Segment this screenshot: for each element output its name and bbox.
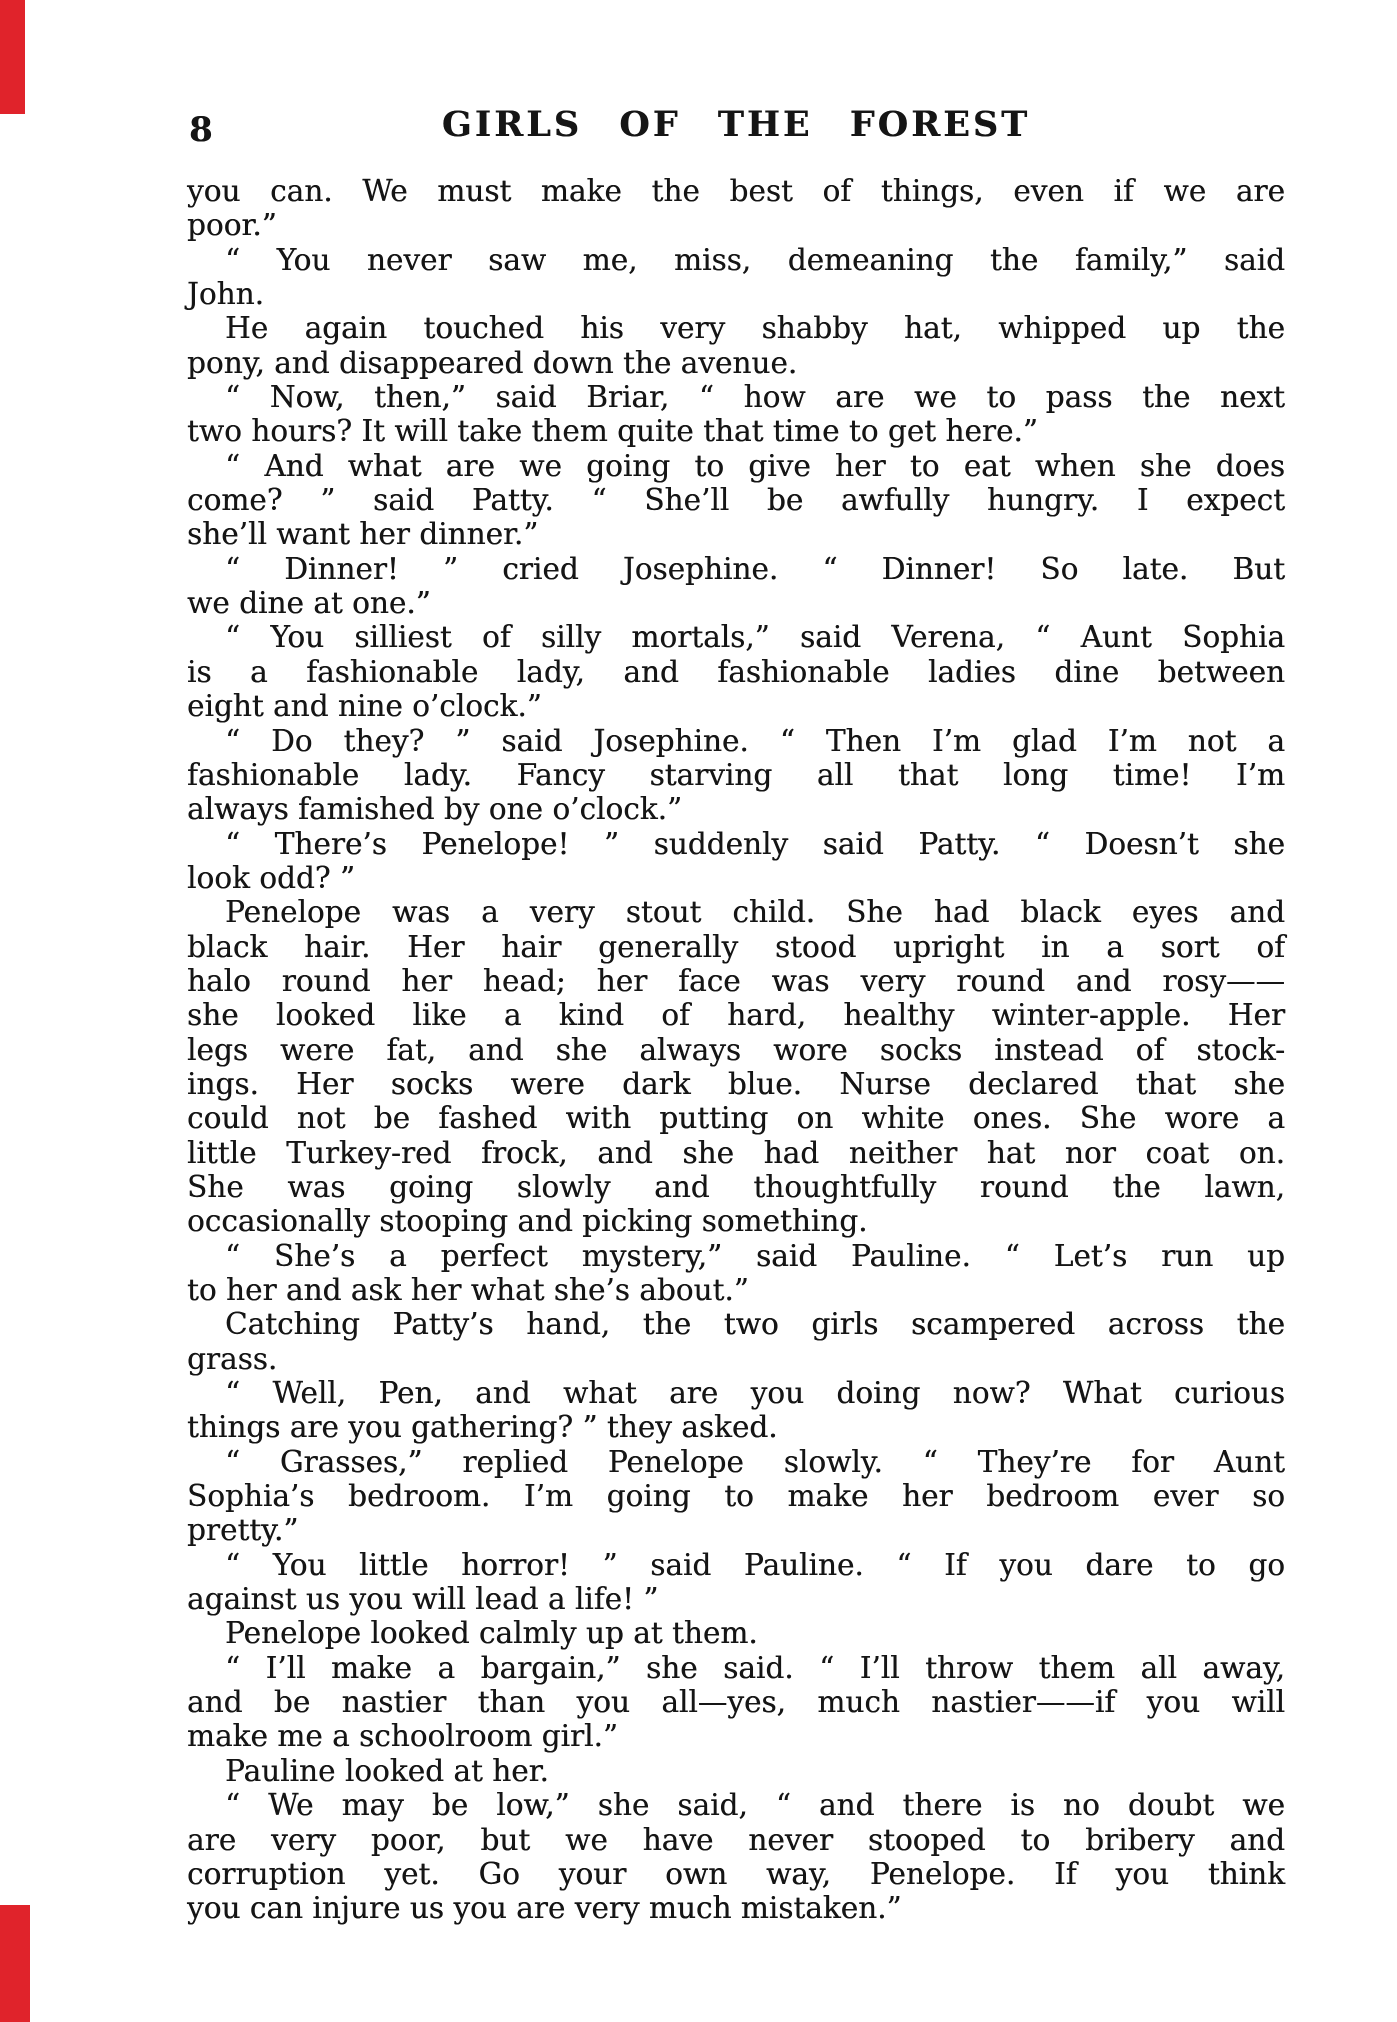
- text-line: Penelope was a very stout child. She had black eyes and: [225, 895, 1285, 930]
- text-line: look odd? ”: [187, 860, 356, 895]
- page-text: [187, 174, 1285, 1926]
- text-line: always famished by one o’clock.”: [187, 792, 683, 827]
- text-line: “ You never saw me, miss, demeaning the family,” said: [225, 242, 1285, 277]
- text-line: Penelope looked calmly up at them.: [225, 1616, 758, 1651]
- text-line: could not be fashed with putting on white ones. She wore a: [187, 1101, 1285, 1136]
- text-line: grass.: [187, 1341, 278, 1376]
- text-line: are very poor, but we have never stooped to bribery and: [187, 1822, 1285, 1857]
- text-line: against us you will lead a life! ”: [187, 1582, 659, 1617]
- text-line: “ Grasses,” replied Penelope slowly. “ They’re for Aunt: [225, 1444, 1285, 1479]
- text-line: she’ll want her dinner.”: [187, 517, 539, 552]
- text-line: “ And what are we going to give her to eat when she does: [225, 448, 1285, 483]
- text-line: black hair. Her hair generally stood upright in a sort of: [187, 929, 1285, 964]
- text-line: come? ” said Patty. “ She’ll be awfully hungry. I expect: [187, 483, 1285, 518]
- text-line: ings. Her socks were dark blue. Nurse declared that she: [187, 1066, 1285, 1101]
- text-line: pretty.”: [187, 1513, 299, 1548]
- text-line: Pauline looked at her.: [225, 1753, 549, 1788]
- text-line: and be nastier than you all—yes, much nastier——if you will: [187, 1685, 1285, 1720]
- text-line: fashionable lady. Fancy starving all that long time! I’m: [187, 757, 1285, 792]
- text-line: “ Well, Pen, and what are you doing now? What curious: [225, 1376, 1285, 1411]
- text-line: “ You little horror! ” said Pauline. “ If you dare to go: [225, 1547, 1285, 1582]
- text-line: pony, and disappeared down the avenue.: [187, 345, 798, 380]
- text-line: you can. We must make the best of things, even if we are: [187, 174, 1285, 208]
- text-line: to her and ask her what she’s about.”: [187, 1273, 749, 1307]
- text-line: occasionally stooping and picking something.: [187, 1204, 868, 1239]
- text-line: little Turkey-red frock, and she had neither hat nor coat on.: [187, 1135, 1285, 1170]
- text-line: things are you gathering? ” they asked.: [187, 1410, 778, 1445]
- text-line: is a fashionable lady, and fashionable ladies dine between: [187, 654, 1285, 689]
- running-title: GIRLS OF THE FOREST: [441, 104, 1031, 145]
- text-line: legs were fat, and she always wore socks instead of stock-: [187, 1032, 1285, 1067]
- running-header: [187, 104, 1285, 154]
- text-line: “ We may be low,” she said, “ and there is no doubt we: [225, 1788, 1285, 1823]
- scan-artifact-bottom-left: [0, 1905, 30, 2022]
- text-line: “ There’s Penelope! ” suddenly said Patty. “ Doesn’t she: [225, 826, 1285, 861]
- text-line: Sophia’s bedroom. I’m going to make her bedroom ever so: [187, 1479, 1285, 1514]
- text-line: John.: [187, 277, 264, 312]
- text-line: “ Do they? ” said Josephine. “ Then I’m glad I’m not a: [225, 723, 1285, 758]
- text-line: she looked like a kind of hard, healthy winter-apple. Her: [187, 998, 1285, 1033]
- text-line: two hours? It will take them quite that time to get here.”: [187, 414, 1038, 449]
- text-line: “ She’s a perfect mystery,” said Pauline. “ Let’s run up: [225, 1238, 1285, 1273]
- text-line: “ Now, then,” said Briar, “ how are we to pass the next: [225, 380, 1285, 415]
- text-line: “ Dinner! ” cried Josephine. “ Dinner! So late. But: [225, 551, 1285, 586]
- page-number: 8: [189, 110, 214, 150]
- text-line: She was going slowly and thoughtfully round the lawn,: [187, 1169, 1285, 1204]
- text-line: eight and nine o’clock.”: [187, 689, 542, 724]
- text-line: Catching Patty’s hand, the two girls scampered across the: [225, 1307, 1285, 1342]
- text-line: corruption yet. Go your own way, Penelope. If you think: [187, 1856, 1285, 1891]
- text-line: poor.”: [187, 208, 277, 243]
- text-line: we dine at one.”: [187, 586, 431, 621]
- text-line: make me a schoolroom girl.”: [187, 1719, 618, 1754]
- text-line: He again touched his very shabby hat, whipped up the: [225, 311, 1285, 346]
- text-line: halo round her head; her face was very round and rosy——: [187, 963, 1285, 998]
- text-line: “ You silliest of silly mortals,” said Verena, “ Aunt Sophia: [225, 620, 1285, 655]
- scan-artifact-top-left: [0, 0, 25, 114]
- text-line: you can injure us you are very much mistaken.”: [187, 1891, 902, 1926]
- text-line: “ I’ll make a bargain,” she said. “ I’ll throw them all away,: [225, 1650, 1285, 1685]
